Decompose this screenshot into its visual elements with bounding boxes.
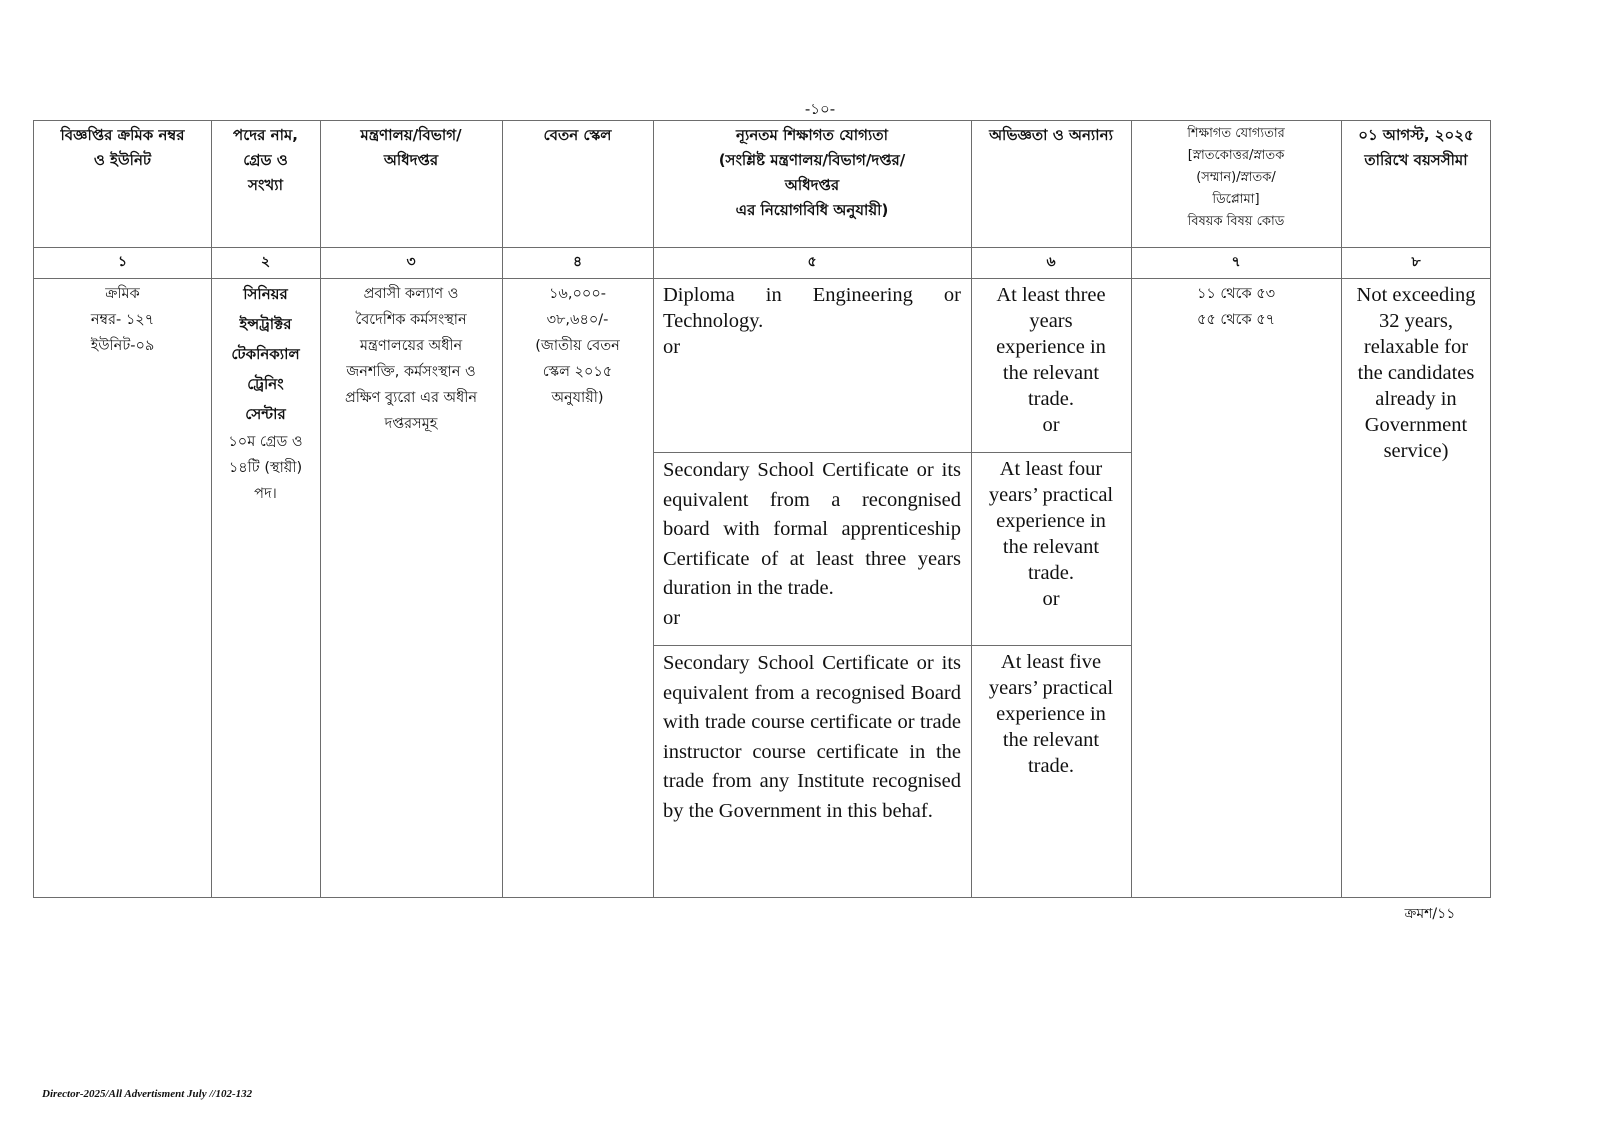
ministry-line: প্রবাসী কল্যাণ ও xyxy=(363,286,459,302)
header-line: তারিখে বয়সসীমা xyxy=(1364,151,1468,169)
column-number: ৫ xyxy=(807,254,817,270)
experience-line: At least three xyxy=(996,284,1106,306)
experience-line: At least five xyxy=(1000,651,1102,673)
header-post-name xyxy=(211,121,320,247)
experience-line: trade. xyxy=(1027,562,1075,584)
qualification-text: Secondary School Certificate or its equivalent from a recognised Board with trade course certificate or trade instructor course certificate in the trade from any Institute recognised by the Government in this behaf. xyxy=(663,652,961,822)
ministry-line: বৈদেশিক কর্মসংস্থান xyxy=(355,312,467,328)
serial-line: ক্রমিক xyxy=(105,286,140,302)
serial-line: ইউনিট-০৯ xyxy=(90,338,155,354)
post-grade-line: ১০ম গ্রেড ও xyxy=(228,434,303,450)
header-experience xyxy=(971,121,1131,247)
header-line: পদের নাম, xyxy=(233,126,298,144)
pay-scale-line: অনুযায়ী) xyxy=(551,390,604,406)
post-title-line: সিনিয়র xyxy=(243,285,288,303)
ministry-line: প্রক্ষিণ ব্যুরো এর অধীন xyxy=(344,390,478,406)
header-line: শিক্ষাগত যোগ্যতার xyxy=(1187,126,1285,141)
header-line: অধিদপ্তর xyxy=(784,176,840,194)
qualification-text: Secondary School Certificate or its equivalent from a recongnised board with formal apprenticeship Certificate of at least three years duration in the trade. xyxy=(663,459,961,599)
column-number: ৪ xyxy=(572,254,583,270)
column-number: ৬ xyxy=(1046,254,1056,270)
age-limit-line: the candidates xyxy=(1357,362,1475,384)
age-limit-line: Not exceeding xyxy=(1356,284,1476,306)
column-number: ২ xyxy=(260,254,271,270)
ministry-line: জনশক্তি, কর্মসংস্থান ও xyxy=(346,364,476,380)
qualification-option-2 xyxy=(653,453,971,645)
age-limit-line: service) xyxy=(1383,440,1449,462)
pay-scale-line: ১৬,০০০- xyxy=(549,286,606,302)
post-title-line: টেকনিক্যাল xyxy=(231,345,300,363)
pay-scale-line: ৩৮,৬৪০/- xyxy=(546,312,609,328)
ministry-line: দপ্তরসমূহ xyxy=(384,416,438,432)
recruitment-table xyxy=(33,120,1491,898)
experience-or: or xyxy=(1042,414,1060,436)
experience-line: the relevant xyxy=(1002,536,1100,558)
post-grade-line: পদ। xyxy=(254,486,277,502)
header-ministry xyxy=(320,121,502,247)
header-line: বিষয়ক বিষয় কোড xyxy=(1187,214,1285,229)
post-name-cell xyxy=(211,279,320,507)
experience-option-2 xyxy=(971,453,1131,645)
qualification-text: Diploma in Engineering or Technology. xyxy=(663,284,961,332)
post-grade-line: ১৪টি (স্থায়ী) xyxy=(228,460,303,476)
experience-line: the relevant xyxy=(1002,362,1100,384)
subject-code-range: ১১ থেকে ৫৩ xyxy=(1196,286,1276,302)
qualification-or: or xyxy=(663,606,681,629)
subject-code-cell xyxy=(1131,279,1341,333)
experience-line: trade. xyxy=(1027,755,1075,777)
post-title xyxy=(211,279,320,429)
pay-scale-line: (জাতীয় বেতন xyxy=(535,338,620,354)
serial-line: নম্বর- ১২৭ xyxy=(90,312,155,328)
header-min-qualification xyxy=(653,121,971,247)
post-title-line: ইন্সট্রাক্টর xyxy=(239,315,292,333)
header-line: (সংশ্লিষ্ট মন্ত্রণালয়/বিভাগ/দপ্তর/ xyxy=(718,151,906,169)
experience-or: or xyxy=(1042,588,1060,610)
serial-unit-cell xyxy=(34,279,211,359)
page-number: -১০- xyxy=(804,100,836,118)
header-age-limit xyxy=(1341,121,1491,247)
qualification-option-3 xyxy=(653,646,971,896)
experience-line: experience in xyxy=(996,336,1106,358)
column-number: ৩ xyxy=(406,254,416,270)
ministry-line: মন্ত্রণালয়ের অধীন xyxy=(359,338,463,354)
pay-scale-line: স্কেল ২০১৫ xyxy=(542,364,613,380)
header-line: গ্রেড ও xyxy=(243,151,288,169)
experience-line: years’ practical xyxy=(988,484,1114,506)
header-line: ডিপ্লোমা] xyxy=(1212,192,1260,207)
post-grade-count xyxy=(211,429,320,507)
age-limit-line: Government xyxy=(1364,414,1468,436)
age-limit-cell xyxy=(1341,279,1491,464)
header-line: সংখ্যা xyxy=(248,176,283,194)
experience-line: trade. xyxy=(1027,388,1075,410)
column-number: ৮ xyxy=(1411,254,1421,270)
qualification-option-1 xyxy=(653,279,971,452)
header-subject-code xyxy=(1131,121,1341,247)
header-line: এর নিয়োগবিধি অনুযায়ী) xyxy=(735,201,889,219)
header-line: অধিদপ্তর xyxy=(383,151,439,169)
qualification-or: or xyxy=(663,336,681,358)
header-line: বিজ্ঞপ্তির ক্রমিক নম্বর xyxy=(60,126,185,144)
footer-reference: Director-2025/All Advertisment July //102-132 xyxy=(42,1088,253,1100)
experience-option-3 xyxy=(971,646,1131,896)
header-pay-scale xyxy=(502,121,653,247)
age-limit-line: already in xyxy=(1375,388,1457,410)
experience-line: experience in xyxy=(996,510,1106,532)
pay-scale-cell xyxy=(502,279,653,411)
experience-line: years xyxy=(1029,310,1073,332)
experience-line: years’ practical xyxy=(988,677,1114,699)
continued-label: ক্রমশ/১১ xyxy=(1404,906,1456,922)
column-number: ১ xyxy=(117,254,128,270)
header-line: (সম্মান)/স্নাতক/ xyxy=(1196,170,1276,185)
header-line: ও ইউনিট xyxy=(93,151,152,169)
experience-line: At least four xyxy=(999,458,1103,480)
header-line: অভিজ্ঞতা ও অন্যান্য xyxy=(989,126,1113,144)
experience-line: the relevant xyxy=(1002,729,1100,751)
header-serial-unit xyxy=(34,121,211,247)
header-line: মন্ত্রণালয়/বিভাগ/ xyxy=(360,126,462,144)
header-line: [স্নাতকোত্তর/স্নাতক xyxy=(1187,148,1285,163)
post-title-line: সেন্টার xyxy=(245,405,286,423)
post-title-line: ট্রেনিং xyxy=(247,375,284,393)
subject-code-range: ৫৫ থেকে ৫৭ xyxy=(1196,312,1276,328)
header-line: ০১ আগস্ট, ২০২৫ xyxy=(1358,126,1474,144)
age-limit-line: 32 years, xyxy=(1378,310,1453,332)
ministry-cell xyxy=(320,279,502,437)
header-line: ন্যূনতম শিক্ষাগত যোগ্যতা xyxy=(736,126,888,144)
experience-option-1 xyxy=(971,279,1131,452)
header-line: বেতন স্কেল xyxy=(543,126,612,144)
experience-line: experience in xyxy=(996,703,1106,725)
column-number: ৭ xyxy=(1231,254,1241,270)
age-limit-line: relaxable for xyxy=(1363,336,1469,358)
